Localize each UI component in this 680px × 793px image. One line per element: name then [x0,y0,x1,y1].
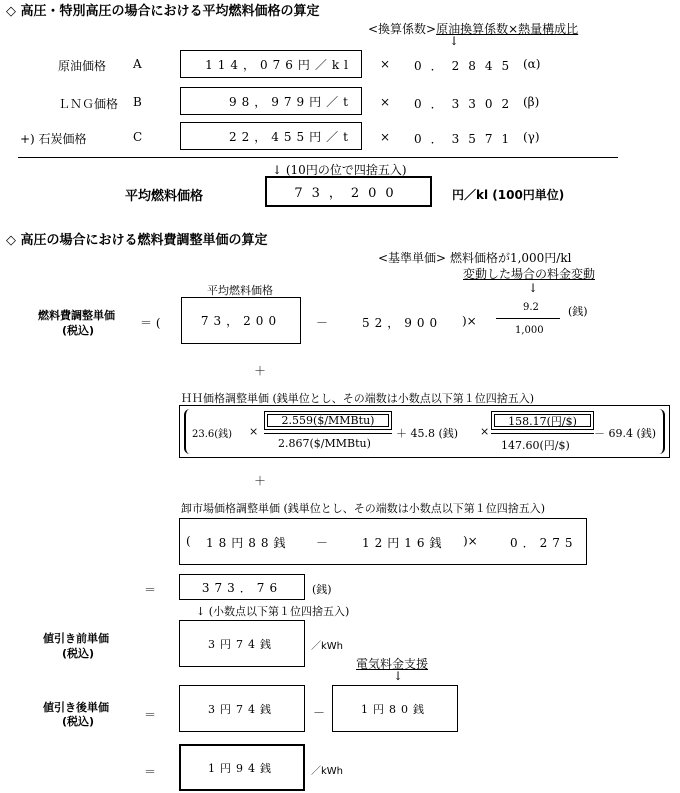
row-c-price-box [180,122,362,150]
ws-v1: 18円88銭 [206,536,291,550]
eq-1: ＝ [144,583,157,597]
plus-2: ＋ [254,474,267,488]
pre-kwh: ／kWh [311,641,344,652]
sum-rule [18,157,618,158]
row-c-greek: (γ) [523,130,540,144]
hh-num2: 158.17(円/$) [508,414,577,428]
post-label: 値引き後単価 [43,701,109,714]
row-b-label: ＬＮＧ価格 [58,97,119,111]
row-b-price-box [180,87,362,115]
pre-label: 値引き前単価 [43,632,109,645]
pre-value: 3円74銭 [208,637,276,651]
round-note-1: ↓ (10円の位で四捨五入) [272,163,407,177]
ws-box [179,518,587,565]
eq-open: ＝ ( [140,316,161,330]
row-a-coef: 0．2845 [414,59,519,73]
row-a-price: 114，076円／kl [205,57,353,72]
hh-minus: － 69.4 (銭) [594,427,657,440]
section1-title: ◇ 高圧・特別高圧の場合における平均燃料価格の算定 [6,4,320,19]
pre-box [179,620,305,667]
avg-fuel-value: 73，200 [294,186,403,201]
row-b-times: × [380,95,391,109]
final-value: 1円94銭 [208,761,276,775]
plus-1: ＋ [254,364,267,378]
hh-times-2: × [480,425,490,438]
hh-box [179,405,670,458]
post-a-value: 3円74銭 [208,702,276,716]
hh-title: ＨＨ価格調整単価 (銭単位とし、その端数は小数点以下第１位四捨五入) [181,392,535,405]
avg-fuel-box [265,176,432,207]
post-minus: － [313,706,326,720]
hh-frac2-bar [491,433,594,434]
avg-price-caption: 平均燃料価格 [207,284,273,297]
row-a-price-box [180,50,362,78]
row-c-label: +) 石炭価格 [20,132,87,146]
round-note-2: ↓ (小数点以下第１位四捨五入) [196,605,350,618]
coef-header [368,20,578,37]
frac-den: 1,000 [515,325,544,336]
support-label: 電気料金支援 [356,657,429,671]
ws-open: ( [186,534,191,548]
post-a-box [179,685,305,732]
sen-unit: (銭) [568,305,588,318]
row-c-price: 22，455円／t [229,129,353,144]
base-line2: 変動した場合の料金変動 [463,267,596,281]
support-box [332,685,458,732]
unit-label-sub: (税込) [62,324,95,337]
hh-den1: 2.867($/MMBtu) [278,437,371,450]
pre-label-sub: (税込) [62,647,95,660]
ws-coef: 0．275 [510,536,578,550]
row-a-label: 原油価格 [58,59,107,73]
result-unit: (銭) [312,583,332,596]
avg-fuel-unit: 円／kl (100円単位) [452,188,565,202]
base-header [378,249,571,266]
support-arrow: ↓ [393,669,404,683]
coef-arrow: ↓ [449,34,460,48]
coef-header-body: 原油換算係数×熱量構成比 [436,22,579,36]
support-value: 1円80銭 [361,702,429,716]
final-kwh: ／kWh [311,766,344,777]
result-box [179,574,305,600]
minus-1: － [316,316,329,330]
hh-num1: 2.559($/MMBtu) [281,414,375,427]
row-a-letter: A [133,57,142,71]
hh-num1-box [264,411,392,430]
base-arrow: ↓ [528,281,539,295]
ws-minus: － [316,536,329,550]
row-b-coef: 0．3302 [414,97,519,111]
frac-bar [496,318,560,319]
row-a-greek: (α) [523,57,541,71]
hh-num2-box [491,411,594,430]
row-a-times: × [380,57,391,71]
ws-v2: 12円16銭 [362,536,447,550]
close-times: )× [462,314,477,328]
avg-price-value: 73，200 [200,314,282,328]
ws-close-times: )× [463,534,478,548]
result-value: 373．76 [201,580,283,595]
avg-fuel-label: 平均燃料価格 [125,189,204,204]
row-b-greek: (β) [523,95,540,109]
row-b-letter: B [133,95,142,109]
eq-3: ＝ [144,765,157,779]
row-b-price: 98，979円／t [229,94,353,109]
row-c-times: × [380,130,391,144]
hh-times-1: × [249,425,259,438]
base-line1: 燃料価格が1,000円/kl [449,251,572,265]
hh-den2: 147.60(円/$) [501,439,570,452]
hh-a: 23.6(銭) [192,429,233,440]
frac-num: 9.2 [523,302,539,313]
avg-price-box [181,297,301,344]
unit-label: 燃料費調整単価 [38,309,115,322]
final-box [179,744,305,791]
post-label-sub: (税込) [62,715,95,728]
base-prefix: <基準単価> [378,251,447,265]
hh-frac1-bar [264,433,392,434]
base-price: 52，900 [362,316,443,330]
row-c-letter: C [133,130,143,144]
hh-plus: ＋ 45.8 (銭) [396,427,459,440]
coef-header-prefix: <換算係数> [368,22,437,36]
row-c-coef: 0．3571 [414,132,519,146]
ws-title: 卸市場価格調整単価 (銭単位とし、その端数は小数点以下第１位四捨五入) [181,502,546,515]
section2-title: ◇ 高圧の場合における燃料費調整単価の算定 [6,233,268,248]
eq-2: ＝ [144,708,157,722]
